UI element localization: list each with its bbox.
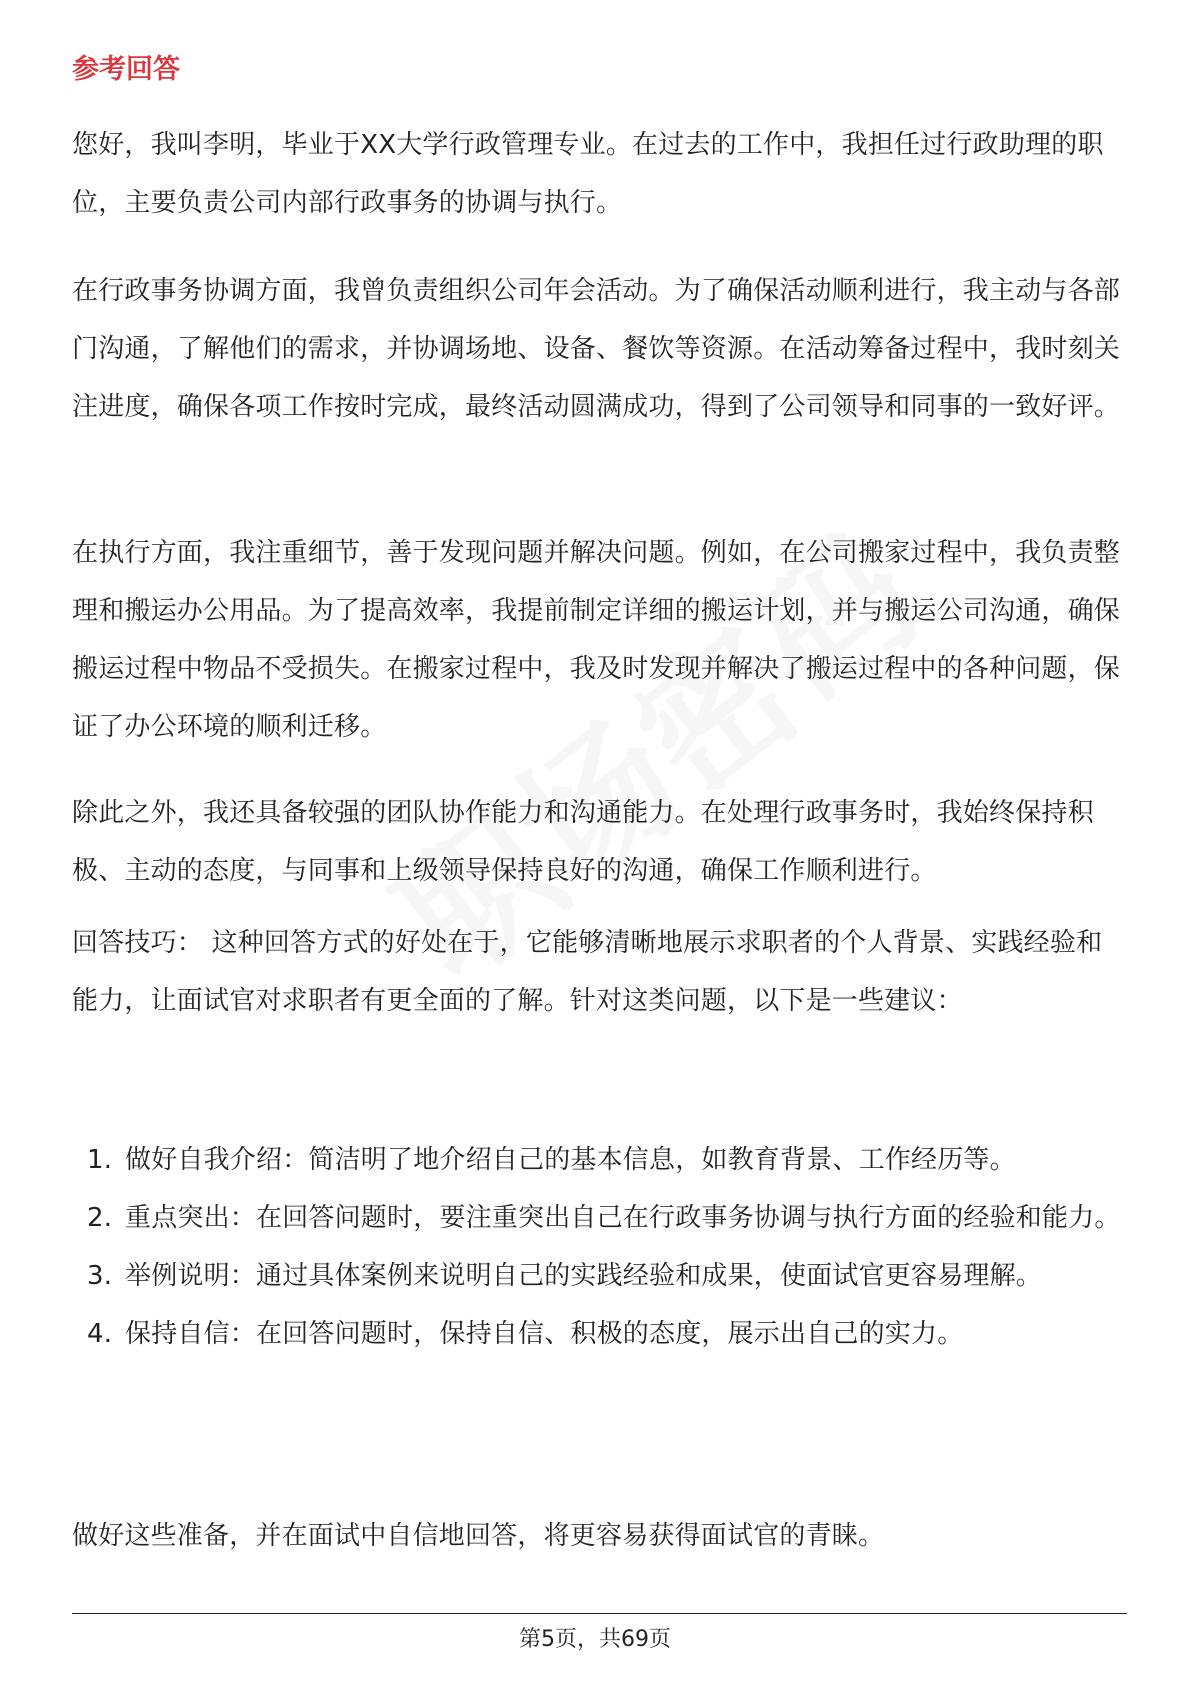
answer-paragraph-teamwork: 除此之外，我还具备较强的团队协作能力和沟通能力。在处理行政事务时，我始终保持积极、主动的态度，与同事和上级领导保持良好的沟通，确保工作顺利进行。 [72, 798, 1094, 886]
list-item [72, 1131, 1127, 1189]
answer-paragraph-intro: 您好，我叫李明，毕业于XX大学行政管理专业。在过去的工作中，我担任过行政助理的职位，主要负责公司内部行政事务的协调与执行。 [72, 130, 1104, 218]
closing-paragraph: 做好这些准备，并在面试中自信地回答，将更容易获得面试官的青睐。 [72, 1521, 885, 1551]
list-item [72, 1189, 1127, 1247]
footer-divider [72, 1613, 1127, 1614]
answer-paragraph-coordination: 在行政事务协调方面，我曾负责组织公司年会活动。为了确保活动顺利进行，我主动与各部门沟通，了解他们的需求，并协调场地、设备、餐饮等资源。在活动筹备过程中，我时刻关注进度，确保各项工作按时完成，最终活动圆满成功，得到了公司领导和同事的一致好评。 [72, 276, 1121, 422]
list-item-number: 1. [87, 1145, 113, 1175]
list-item-number: 4. [87, 1319, 113, 1349]
list-item-text: 做好自我介绍：简洁明了地介绍自己的基本信息，如教育背景、工作经历等。 [125, 1145, 1016, 1175]
answer-paragraph-execution: 在执行方面，我注重细节，善于发现问题并解决问题。例如，在公司搬家过程中，我负责整理和搬运办公用品。为了提高效率，我提前制定详细的搬运计划，并与搬运公司沟通，确保搬运过程中物品不受损失。在搬家过程中，我及时发现并解决了搬运过程中的各种问题，保证了办公环境的顺利迁移。 [72, 538, 1121, 742]
list-item-number: 3. [87, 1261, 113, 1291]
list-item-text: 重点突出：在回答问题时，要注重突出自己在行政事务协调与执行方面的经验和能力。 [125, 1203, 1121, 1233]
answer-tips-intro: 回答技巧： 这种回答方式的好处在于，它能够清晰地展示求职者的个人背景、实践经验和能力，让面试官对求职者有更全面的了解。针对这类问题，以下是一些建议： [72, 928, 1103, 1016]
page-number: 第5页，共69页 [519, 1627, 671, 1652]
list-item [72, 1305, 1127, 1363]
list-item [72, 1247, 1127, 1305]
section-heading: 参考回答 [72, 54, 180, 85]
list-item-text: 保持自信：在回答问题时，保持自信、积极的态度，展示出自己的实力。 [125, 1319, 964, 1349]
list-item-text: 举例说明：通过具体案例来说明自己的实践经验和成果，使面试官更容易理解。 [125, 1261, 1043, 1291]
tips-list [72, 1131, 1127, 1363]
list-item-number: 2. [87, 1203, 113, 1233]
